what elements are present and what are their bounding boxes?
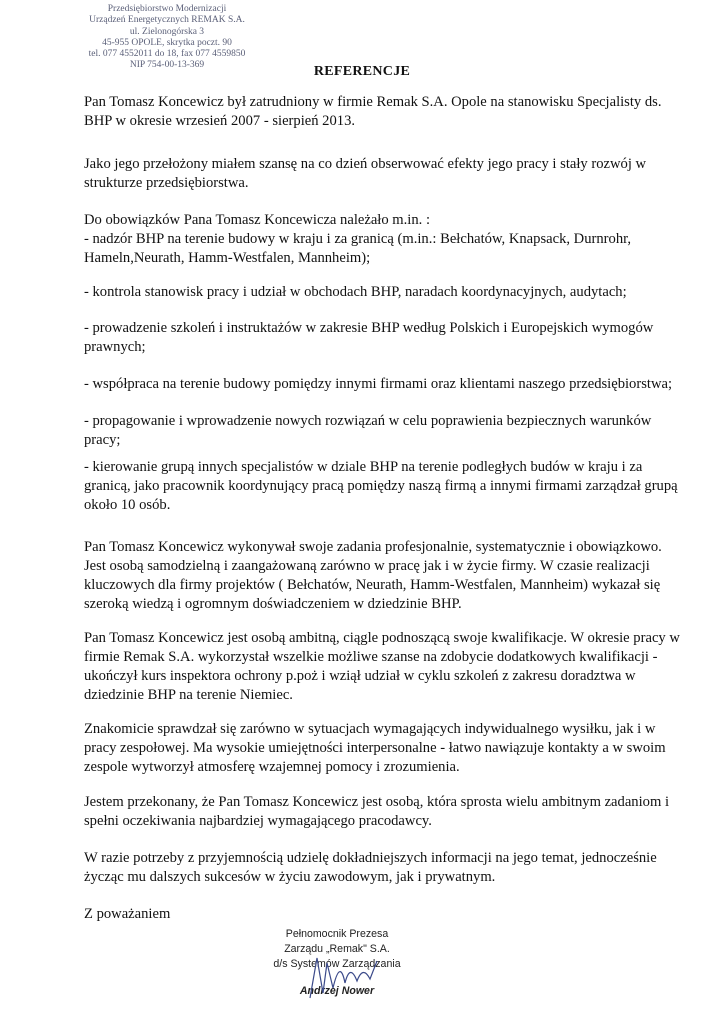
text-line: życząc mu dalszych sukcesów w życiu zawodowym, jak i prywatnym. (84, 869, 496, 885)
document-title: REFERENCJE (313, 64, 411, 79)
text-line: granicą, jako pracownik koordynujący pracą pomiędzy naszą firmą a innymi firmami zarządzał grupą (84, 478, 678, 494)
text-line: Jest osobą samodzielną i zaangażowaną zarówno w pracę jak i w życie firmy. W czasie realizacji (84, 558, 650, 574)
paragraph (84, 458, 704, 515)
text-line: - kontrola stanowisk pracy i udział w obchodach BHP, naradach koordynacyjnych, audytach; (84, 284, 627, 300)
text-line: - współpraca na terenie budowy pomiędzy innymi firmami oraz klientami naszego przedsiębiorstwa; (84, 376, 673, 392)
letterhead-stamp (62, 4, 272, 72)
paragraph (84, 155, 704, 193)
text-line: Jestem przekonany, że Pan Tomasz Koncewicz jest osobą, która sprosta wielu ambitnym zadaniom i (84, 794, 669, 810)
paragraph (84, 793, 704, 831)
text-line: Jako jego przełożony miałem szansę na co dzień obserwować efekty jego pracy i stały rozwój w (84, 156, 647, 172)
text-line: Pan Tomasz Koncewicz wykonywał swoje zadania profesjonalnie, systematycznie i obowiązkowo. (84, 539, 662, 555)
signature-line: Pełnomocnik Prezesa (285, 928, 389, 940)
text-line: szeroką wiedzą i ogromnym doświadczeniem w dziedzinie BHP. (84, 596, 462, 612)
text-line: Hameln,Neurath, Hamm-Westfalen, Mannheim); (84, 250, 371, 266)
letterhead-line: NIP 754-00-13-369 (129, 60, 205, 71)
letterhead-line: 45-955 OPOLE, skrytka poczt. 90 (102, 37, 232, 48)
paragraph (84, 319, 704, 357)
text-line: ukończył kurs inspektora ochrony p.poż i wziął udział w cyklu szkoleń z zakresu doradztwa w (84, 668, 636, 684)
paragraph (84, 720, 704, 777)
signatory-name: Andrzej Nower (299, 985, 375, 997)
paragraph (84, 629, 704, 705)
signature-line: Zarządu „Remak" S.A. (284, 943, 390, 955)
text-line: - propagowanie i wprowadzenie nowych rozwiązań w celu poprawienia bezpiecznych warunków (84, 413, 652, 429)
text-line: W razie potrzeby z przyjemnością udzielę dokładniejszych informacji na jego temat, jednocześnie (84, 850, 657, 866)
text-line: - kierowanie grupą innych specjalistów w dziale BHP na terenie podległych budów w kraju i za (84, 459, 643, 475)
text-line: około 10 osób. (84, 497, 171, 513)
handwritten-signature (305, 953, 385, 1003)
text-line: zespole wytworzył atmosferę wzajemnej pomocy i zrozumienia. (84, 759, 460, 775)
paragraph (84, 211, 704, 268)
text-line: dziedzinie BHP na terenie Niemiec. (84, 687, 293, 703)
paragraph (84, 412, 704, 450)
paragraph (84, 849, 704, 887)
text-line: prawnych; (84, 339, 146, 355)
paragraph (84, 538, 704, 614)
text-line: pracy zespołowej. Ma wysokie umiejętności interpersonalne - łatwo nawiązuje kontakty a w swoim (84, 740, 666, 756)
paragraph (84, 375, 704, 394)
text-line: Pan Tomasz Koncewicz był zatrudniony w firmie Remak S.A. Opole na stanowisku Specjalisty ds. (84, 94, 662, 110)
paragraph (84, 93, 704, 131)
letterhead-line: ul. Zielonogórska 3 (129, 26, 205, 37)
text-line: spełni oczekiwania najbardziej wymagającego pracodawcy. (84, 813, 432, 829)
paragraph (84, 283, 704, 302)
text-line: Do obowiązków Pana Tomasz Koncewicza należało m.in. : (84, 212, 431, 228)
text-line: firmie Remak S.A. wykorzystał wszelkie możliwe szanse na zdobycie dodatkowych kwalifikacji - (84, 649, 658, 665)
text-line: Znakomicie sprawdzał się zarówno w sytuacjach wymagających indywidualnego wysiłku, jak i w (84, 721, 656, 737)
letterhead-line: tel. 077 4552011 do 18, fax 077 4559850 (88, 49, 246, 60)
text-line: Z poważaniem (84, 906, 171, 922)
text-line: BHP w okresie wrzesień 2007 - sierpień 2013. (84, 113, 356, 129)
text-line: kluczowych dla firmy projektów ( Bełchatów, Neurath, Hamm-Westfalen, Mannheim) wykazał się (84, 577, 661, 593)
text-line: Pan Tomasz Koncewicz jest osobą ambitną, ciągle podnoszącą swoje kwalifikacje. W okresie pracy w (84, 630, 680, 646)
signature-line: d/s Systemów Zarządzania (273, 958, 401, 970)
text-line: - nadzór BHP na terenie budowy w kraju i za granicą (m.in.: Bełchatów, Knapsack, Durnrohr, (84, 231, 632, 247)
text-line: strukturze przedsiębiorstwa. (84, 175, 249, 191)
text-line: pracy; (84, 432, 121, 448)
letterhead-line: Przedsiębiorstwo Modernizacji (107, 4, 227, 14)
text-line: - prowadzenie szkoleń i instruktażów w zakresie BHP według Polskich i Europejskich wymogów (84, 320, 654, 336)
paragraph (84, 905, 704, 924)
letterhead-line: Urządzeń Energetycznych REMAK S.A. (89, 15, 245, 26)
